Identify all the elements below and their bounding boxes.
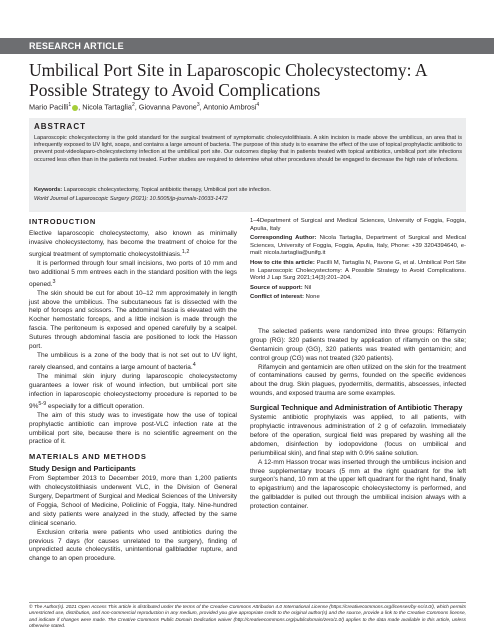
- affiliation: 1–4Department of Surgical and Medical Sciences, University of Foggia, Foggia, Apulia, Italy: [250, 218, 466, 232]
- left-column: [29, 218, 237, 564]
- conflict-of-interest: Conflict of interest: None: [250, 294, 320, 301]
- paragraph: The skin should be cut for about 10–12 mm approximately in length just above the umbilicus. The subcutaneous fat is dissected with the help of forceps and scissors. The abdominal fascia is elevated with the Kocher hemostatic forceps, and a little incision is made through the fascia. The peritoneum is exposed and opened carefully by a scalpel. Sutures through abdominal fascia are positioned to lock the Hasson port.: [29, 289, 237, 351]
- paragraph: The selected patients were randomized into three groups: Rifamycin group (RG): 320 patients treated by application of rifamycin on the site; Gentamicin group (GG), 320 patients was treated with gentamicin; and control group (CG) was not treated (320 patients).: [250, 327, 466, 362]
- source-of-support: Source of support: Nil: [250, 284, 312, 291]
- keywords: [34, 187, 462, 194]
- affiliation-marker: 4: [256, 102, 260, 108]
- author-list: Mario Pacilli$^1$ , Nicola Tartaglia$^2$, Giovanna Pavone$^3$, Antonio Ambrosi$^4$: [29, 102, 260, 112]
- keywords-text: Laparoscopic cholecystectomy, Topical antibiotic therapy, Umbilical port site infection.: [63, 187, 271, 193]
- methods-heading: MATERIALS AND METHODS: [29, 452, 147, 462]
- journal-citation: World Journal of Laparoscopic Surgery (2021): 10.5005/jp-journals-10033-1472: [34, 196, 228, 202]
- abstract-heading: ABSTRACT: [34, 122, 86, 131]
- corresponding-author: Corresponding Author: Nicola Tartaglia, Department of Surgical and Medical Sciences, University of Foggia, Foggia, Apulia, Italy, Phone: +39 3204394640, e-mail: nicola.tartaglia@unifg.it: [250, 235, 466, 257]
- affiliation-marker: 1: [68, 102, 72, 108]
- orcid-icon[interactable]: [72, 105, 78, 111]
- paragraph: The umbilicus is a zone of the body that is not set out to UV light, rarely cleansed, and contains a large amount of bacteria.$^4$: [29, 352, 237, 372]
- article-type-label: RESEARCH ARTICLE: [29, 41, 124, 51]
- how-to-cite: How to cite this article: Pacilli M, Tartaglia N, Pavone G, et al. Umbilical Port Site in Laparoscopic Cholecystectomy: A Possible Strategy to Avoid Complications. World J Lap Surg 2021;14(3):201–204.: [250, 259, 466, 282]
- abstract-body: Laparoscopic cholecystectomy is the gold standard for the surgical treatment of symptomatic cholecystolithiasis. A skin incision is made above the umbilicus, an area that is infrequently exposed to UV light, soaps, and contains a large amount of bacteria. The purpose of this study is to examine the effect of the use of topical prophylactic antibiotic to prevent post-videolaparo-cholecystectomy infection at the umbilical port site. Our outcomes display that in patients treated with topical antibiotics, umbilical port site infections occurred less often than in the patients not treated. Further studies are required to determine what other procedures should be engaged to decrease the high rate of infections.: [34, 135, 462, 163]
- paragraph: The aim of this study was to investigate how the use of topical prophylactic antibiotic can improve post-VLC infection rate at the umbilical port site, because there is no scientific agreement on the practice of it.: [29, 411, 237, 446]
- author-name: Nicola Tartaglia: [82, 102, 132, 112]
- paragraph: The minimal skin injury during laparoscopic cholecystectomy guarantees a lower risk of wound infection, but umbilical port site infection in laparoscopic cholecystectomy procedure is reported to be 9%$^{5-9}$ especially for a difficult operation.: [29, 372, 237, 410]
- paragraph: From September 2013 to December 2019, more than 1,200 patients with cholecystolithiasis underwent VLC, in the Division of General Surgery, Department of Surgical and Medical Sciences of the University of Foggia, School of Medicine, Policlinic of Foggia, Italy. Nine-hundred and sixty patients were analyzed in the study, affected by the same clinical scenario.: [29, 475, 237, 527]
- introduction-heading: INTRODUCTION: [29, 217, 97, 226]
- article-title: Umbilical Port Site in Laparoscopic Cholecystectomy: A Possible Strategy to Avoid Complications: [29, 60, 427, 100]
- subsection-heading: Study Design and Participants: [29, 464, 136, 474]
- paragraph: Rifamycin and gentamicin are often utilized on the skin for the treatment of contaminations caused by germs, founded on the specific evidences about the drug. Skin plagues, pyodermitis, dermatitis, abscesses, infected wounds, and exposed trauma are some examples.: [250, 363, 466, 398]
- paragraph: A 12-mm Hasson trocar was inserted through the umbilicus incision and three supplementary trocars (5 mm at the right quadrant for the left surgeon's hand, 10 mm at the upper left quadrant for the right hand, finally to epigastrium) and the laparoscopic cholecystectomy is performed, and the gallbladder is pulled out through the umbilical incision always with a protection container.: [250, 458, 466, 511]
- author-name: Antonio Ambrosi: [203, 102, 257, 112]
- subsection-heading: Surgical Technique and Administration of Antibiotic Therapy: [250, 403, 463, 413]
- paragraph: It is performed through four small incisions, two ports of 10 mm and two additional 5 mm entrees each in the standard position with the legs opened.$^3$: [29, 259, 237, 288]
- affiliation-marker: 2: [131, 102, 135, 108]
- right-column: [250, 218, 466, 512]
- front-matter-notes: [250, 218, 466, 302]
- author-name: Mario Pacilli: [29, 102, 69, 112]
- keywords-label: Keywords:: [34, 187, 63, 193]
- paragraph: Systemic antibiotic prophylaxis was applied, to all patients, with prophylactic intravenous administration of 2 g of cefazolin. Immediately before of the operation, surgical field was prepared by washing all the abdomen, disinfection by iodopovidone (focus on umbilical and periumbilical skin), and final step with 0.9% saline solution.: [250, 414, 466, 457]
- paragraph: Elective laparoscopic cholecystectomy, also known as minimally invasive cholecystectomy, has become the treatment of choice for the surgical treatment of symptomatic cholecystolithiasis.$^{1,2}$: [29, 229, 237, 258]
- abstract-box: [29, 118, 466, 212]
- article-type-band: [0, 38, 494, 54]
- paragraph: Exclusion criteria were patients who used antibiotics during the previous 7 days (for causes unrelated to the surgery), finding of unpredicted acute cholecystitis, unintentional gallbladder rupture, and change to an open procedure.: [29, 528, 237, 563]
- affiliation-marker: 3: [196, 102, 200, 108]
- author-name: Giovanna Pavone: [138, 102, 197, 112]
- license-footer: © The Author(s). 2021 Open Access This article is distributed under the terms of the Creative Commons Attribution 4.0 International License (https://creativecommons.org/licenses/by-nc/4.0/), which permits unrestricted use, distribution, and non-commercial reproduction in any medium, provided you give appropriate credit to the original author(s) and the source, provide a link to the Creative Commons license, and indicate if changes were made. The Creative Commons Public Domain Dedication waiver (http://creativecommons.org/publicdomain/zero/1.0/) applies to the data made available in this article, unless otherwise stated.: [29, 602, 466, 631]
